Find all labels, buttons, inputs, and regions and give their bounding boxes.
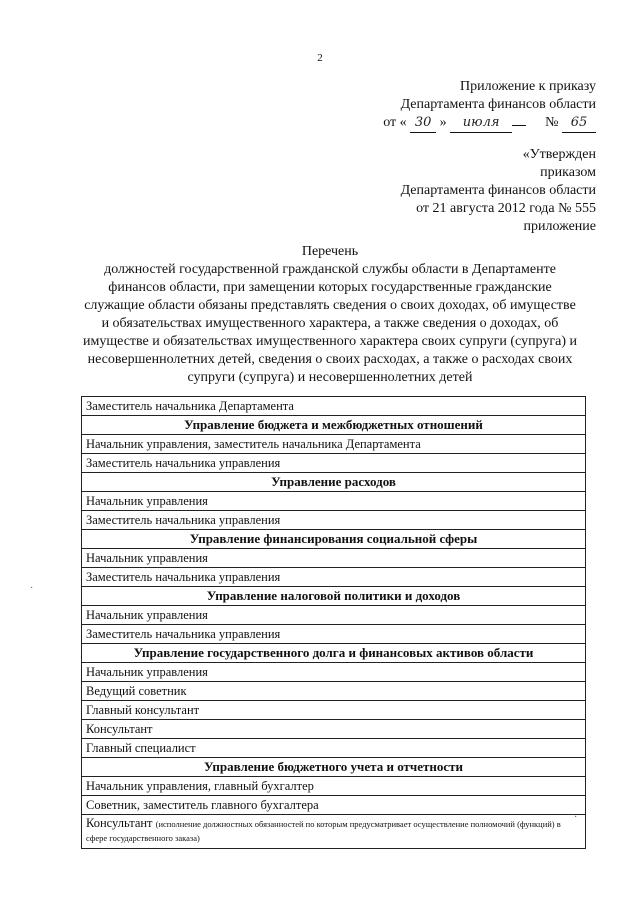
title-heading: Перечень xyxy=(301,244,359,259)
position-title: Заместитель начальника Департамента xyxy=(82,397,586,416)
table-row xyxy=(82,606,586,625)
section-row xyxy=(82,758,586,777)
positions-table xyxy=(81,396,586,849)
document-title xyxy=(80,243,580,387)
approved-line5: приложение xyxy=(523,219,596,234)
position-title: Начальник управления, заместитель начальника Департамента xyxy=(82,435,586,454)
table-row xyxy=(82,397,586,416)
order-number-handwritten: 65 xyxy=(562,114,596,133)
section-row xyxy=(82,587,586,606)
title-body: должностей государственной гражданской службы области в Департаменте финансов области, при замещении которых государственные гражданские служащие области обязаны представлять сведения о своих доходах, об имуществе и обязательствах имущественного характера, а также сведения о доходах, об имуществе и обязательствах имущественного характера своих супруги (супруга) и несовершеннолетних детей, сведения о своих расходах, а также о расходах своих супруги (супруга) и несовершеннолетних детей xyxy=(83,262,577,385)
order-date-mid: » xyxy=(439,115,447,130)
table-row xyxy=(82,435,586,454)
margin-tick: · xyxy=(574,812,578,823)
order-date-prefix: от « xyxy=(383,115,407,130)
section-heading: Управление финансирования социальной сферы xyxy=(82,530,586,549)
position-note: (исполнение должностных обязанностей по которым предусматривает осуществление полномочий (функций) в сфере государственного заказа) xyxy=(86,819,561,843)
approved-block xyxy=(316,146,596,236)
table-row xyxy=(82,454,586,473)
table-row xyxy=(82,492,586,511)
table-row xyxy=(82,701,586,720)
position-title: Ведущий советник xyxy=(82,682,586,701)
position-title: Заместитель начальника управления xyxy=(82,454,586,473)
position-title: Заместитель начальника управления xyxy=(82,511,586,530)
order-header xyxy=(336,78,596,133)
order-date-line xyxy=(336,114,596,133)
order-number-label: № xyxy=(545,115,559,130)
table-row xyxy=(82,682,586,701)
table-row xyxy=(82,739,586,758)
position-title: Начальник управления xyxy=(82,549,586,568)
order-month-handwritten: июля xyxy=(450,114,512,133)
position-title: Начальник управления, главный бухгалтер xyxy=(82,777,586,796)
section-row xyxy=(82,416,586,435)
section-heading: Управление бюджетного учета и отчетности xyxy=(82,758,586,777)
approved-line1: «Утвержден xyxy=(522,147,596,162)
section-heading: Управление государственного долга и финансовых активов области xyxy=(82,644,586,663)
section-heading: Управление налоговой политики и доходов xyxy=(82,587,586,606)
approved-line4: от 21 августа 2012 года № 555 xyxy=(416,201,596,216)
position-title: Главный специалист xyxy=(82,739,586,758)
position-title: Консультант xyxy=(86,816,153,830)
table-row xyxy=(82,663,586,682)
approved-line2: приказом xyxy=(540,165,596,180)
position-cell-with-note xyxy=(82,815,586,849)
position-title: Советник, заместитель главного бухгалтера xyxy=(82,796,586,815)
section-row xyxy=(82,530,586,549)
position-title: Консультант xyxy=(82,720,586,739)
order-header-line1: Приложение к приказу xyxy=(460,79,596,94)
position-title: Начальник управления xyxy=(82,663,586,682)
section-heading: Управление расходов xyxy=(82,473,586,492)
table-row xyxy=(82,625,586,644)
position-title: Заместитель начальника управления xyxy=(82,568,586,587)
position-title: Главный консультант xyxy=(82,701,586,720)
order-day-handwritten: 30 xyxy=(410,114,436,133)
section-heading: Управление бюджета и межбюджетных отношений xyxy=(82,416,586,435)
position-title: Заместитель начальника управления xyxy=(82,625,586,644)
order-month-blank xyxy=(512,125,526,126)
table-row xyxy=(82,549,586,568)
table-row xyxy=(82,796,586,815)
table-row xyxy=(82,720,586,739)
table-row xyxy=(82,777,586,796)
order-header-line2: Департамента финансов области xyxy=(400,97,596,112)
table-row xyxy=(82,815,586,849)
table-row xyxy=(82,511,586,530)
margin-dot: · xyxy=(30,583,34,594)
position-title: Начальник управления xyxy=(82,606,586,625)
page-number: 2 xyxy=(317,52,323,64)
table-row xyxy=(82,568,586,587)
position-title: Начальник управления xyxy=(82,492,586,511)
approved-line3: Департамента финансов области xyxy=(400,183,596,198)
section-row xyxy=(82,644,586,663)
section-row xyxy=(82,473,586,492)
